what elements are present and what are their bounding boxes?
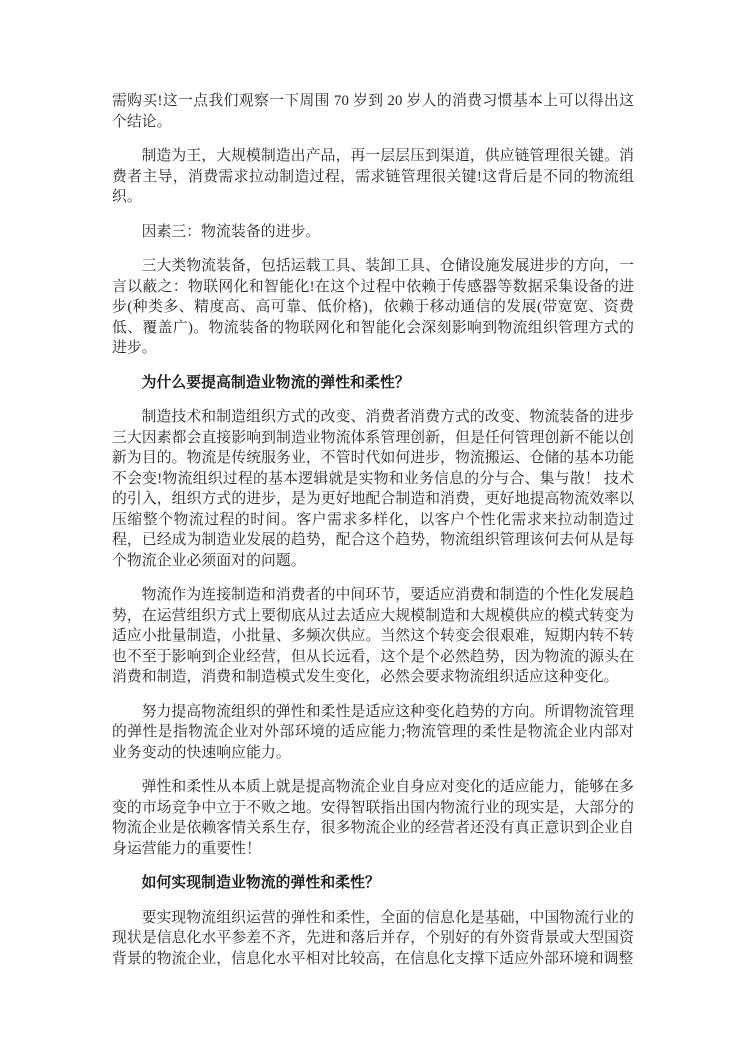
body-paragraph: 要实现物流组织运营的弹性和柔性，全面的信息化是基础，中国物流行业的现状是信息化水平参差不齐，先进和落后并存，个别好的有外资背景或大型国资背景的物流企业，信息化水平相对比较高，在信息化支撑下适应外部环境和调整 — [112, 909, 634, 967]
body-paragraph: 制造为王，大规模制造出产品，再一层层压到渠道，供应链管理很关键。消费者主导，消费需求拉动制造过程，需求链管理很关键!这背后是不同的物流组织。 — [112, 148, 634, 205]
document-body — [112, 91, 634, 983]
body-paragraph: 努力提高物流组织的弹性和柔性是适应这种变化趋势的方向。所谓物流管理的弹性是指物流企业对外部环境的适应能力;物流管理的柔性是物流企业内部对业务变动的快速响应能力。 — [112, 703, 634, 761]
body-paragraph: 物流作为连接制造和消费者的中间环节，要适应消费和制造的个性化发展趋势，在运营组织方式上要彻底从过去适应大规模制造和大规模供应的模式转变为适应小批量制造，小批量、多频次供应。当然这个转变会很艰难，短期内转不转也不至于影响到企业经营，但从长远看，这个是个必然趋势，因为物流的源头在消费和制造，消费和制造模式发生变化，必然会要求物流组织适应这种变化。 — [112, 587, 634, 685]
section-heading: 如何实现制造业物流的弹性和柔性？ — [141, 875, 380, 891]
body-paragraph: 需购买!这一点我们观察一下周围 70 岁到 20 岁人的消费习惯基本上可以得出这个结论。 — [112, 93, 634, 130]
body-paragraph: 三大类物流装备，包括运载工具、装卸工具、仓储设施发展进步的方向，一言以蔽之：物联网化和智能化!在这个过程中依赖于传感器等数据采集设备的进步(种类多、精度高、高可靠、低价格)，依赖于移动通信的发展(带宽宽、资费低、覆盖广)。物流装备的物联网化和智能化会深刻影响到物流组织管理方式的进步。 — [112, 258, 634, 356]
section-heading: 为什么要提高制造业物流的弹性和柔性？ — [141, 374, 410, 391]
body-paragraph: 因素三：物流装备的进步。 — [141, 223, 321, 240]
body-paragraph: 制造技术和制造组织方式的改变、消费者消费方式的改变、物流装备的进步三大因素都会直接影响到制造业物流体系管理创新，但是任何管理创新不能以创新为目的。物流是传统服务业，不管时代如何进步，物流搬运、仓储的基本功能不会变!物流组织过程的基本逻辑就是实物和业务信息的分与合、集与散！ 技术的引入，组织方式的进步，是为更好地配合制造和消费，更好地提高物流效率以压缩整个物流过程的时间。客户需求多样化，以客户个性化需求来拉动制造过程，已经成为制造业发展的趋势，配合这个趋势，物流组织管理该何去何从是每个物流企业必须面对的问题。 — [112, 409, 634, 569]
body-paragraph: 弹性和柔性从本质上就是提高物流企业自身应对变化的适应能力，能够在多变的市场竞争中立于不败之地。安得智联指出国内物流行业的现实是，大部分的物流企业是依赖客情关系生存，很多物流企业的经营者还没有真正意识到企业自身运营能力的重要性！ — [112, 779, 634, 857]
